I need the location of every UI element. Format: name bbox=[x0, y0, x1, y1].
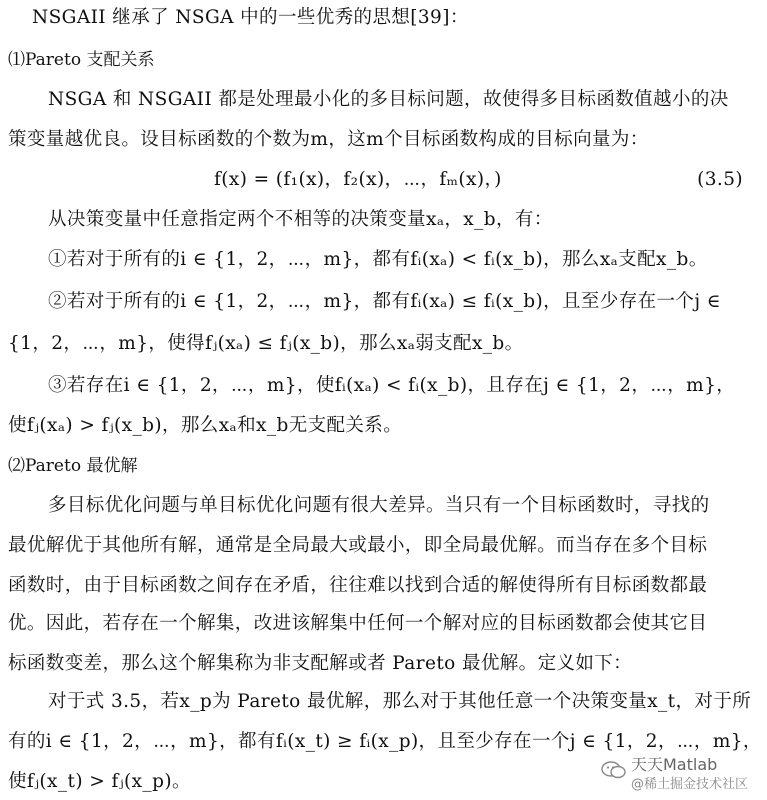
text-line-3: NSGA 和 NSGAII 都是处理最小化的多目标问题，故使得多目标函数值越小的决 bbox=[48, 89, 729, 110]
text-line-11: 使fⱼ(xₐ) > fⱼ(x_b)，那么xₐ和x_b无支配关系。 bbox=[8, 415, 403, 436]
equation-body: f(x) = (f₁(x)，f₂(x)，⋯，fₘ(x)，) bbox=[214, 169, 502, 190]
text-line-19: 有的i ∈ {1，2，⋯，m}，都有fᵢ(x_t) ≥ fᵢ(x_p)，且至少存在一个j ∈ {1，2，⋯，m}， bbox=[8, 731, 762, 752]
wechat-icon bbox=[601, 760, 627, 780]
text-line-6: 从决策变量中任意指定两个不相等的决策变量xₐ，x_b，有： bbox=[48, 209, 553, 230]
section-heading-pareto-optimal: ⑵Pareto 最优解 bbox=[8, 456, 138, 476]
text-line-14: 最优解优于其他所有解，通常是全局最大或最小，即全局最优解。而当存在多个目标 bbox=[8, 535, 708, 556]
text-line-16: 优。因此，若存在一个解集，改进该解集中任何一个解对应的目标函数都会使其它目 bbox=[8, 613, 708, 634]
text-line-10: ③若存在i ∈ {1，2，⋯，m}，使fᵢ(xₐ) < fᵢ(x_b)，且存在j ∈ {1，2，⋯，m}， bbox=[48, 375, 736, 396]
watermark-sub: @稀土掘金技术社区 bbox=[631, 777, 749, 792]
watermark bbox=[601, 754, 761, 794]
text-line-9: {1，2，⋯，m}，使得fⱼ(xₐ) ≤ fⱼ(x_b)，那么xₐ弱支配x_b。 bbox=[8, 333, 524, 354]
text-line-20: 使fⱼ(x_t) > fⱼ(x_p)。 bbox=[8, 771, 191, 792]
watermark-name: 天天Matlab bbox=[631, 755, 718, 774]
section-heading-pareto-dominance: ⑴Pareto 支配关系 bbox=[8, 50, 155, 70]
text-line-8: ②若对于所有的i ∈ {1，2，⋯，m}，都有fᵢ(xₐ) ≤ fᵢ(x_b)，且至少存在一个j ∈ bbox=[48, 291, 721, 312]
equation-3-5 bbox=[0, 164, 767, 196]
text-line-15: 函数时，由于目标函数之间存在矛盾，往往难以找到合适的解使得所有目标函数都最 bbox=[8, 575, 708, 596]
text-line-18: 对于式 3.5，若x_p为 Pareto 最优解，那么对于其他任意一个决策变量x_t，对于所 bbox=[48, 691, 752, 712]
text-line-7: ①若对于所有的i ∈ {1，2，⋯，m}，都有fᵢ(xₐ) < fᵢ(x_b)，那么xₐ支配x_b。 bbox=[48, 249, 708, 270]
text-line-4: 策变量越优良。设目标函数的个数为m，这m个目标函数构成的目标向量为： bbox=[8, 129, 649, 150]
text-line-13: 多目标优化问题与单目标优化问题有很大差异。当只有一个目标函数时，寻找的 bbox=[48, 495, 710, 516]
equation-number: (3.5) bbox=[697, 169, 743, 190]
text-line-1: NSGAII 继承了 NSGA 中的一些优秀的思想[39]： bbox=[32, 7, 469, 28]
text-line-17: 标函数变差，那么这个解集称为非支配解或者 Pareto 最优解。定义如下： bbox=[8, 653, 633, 674]
